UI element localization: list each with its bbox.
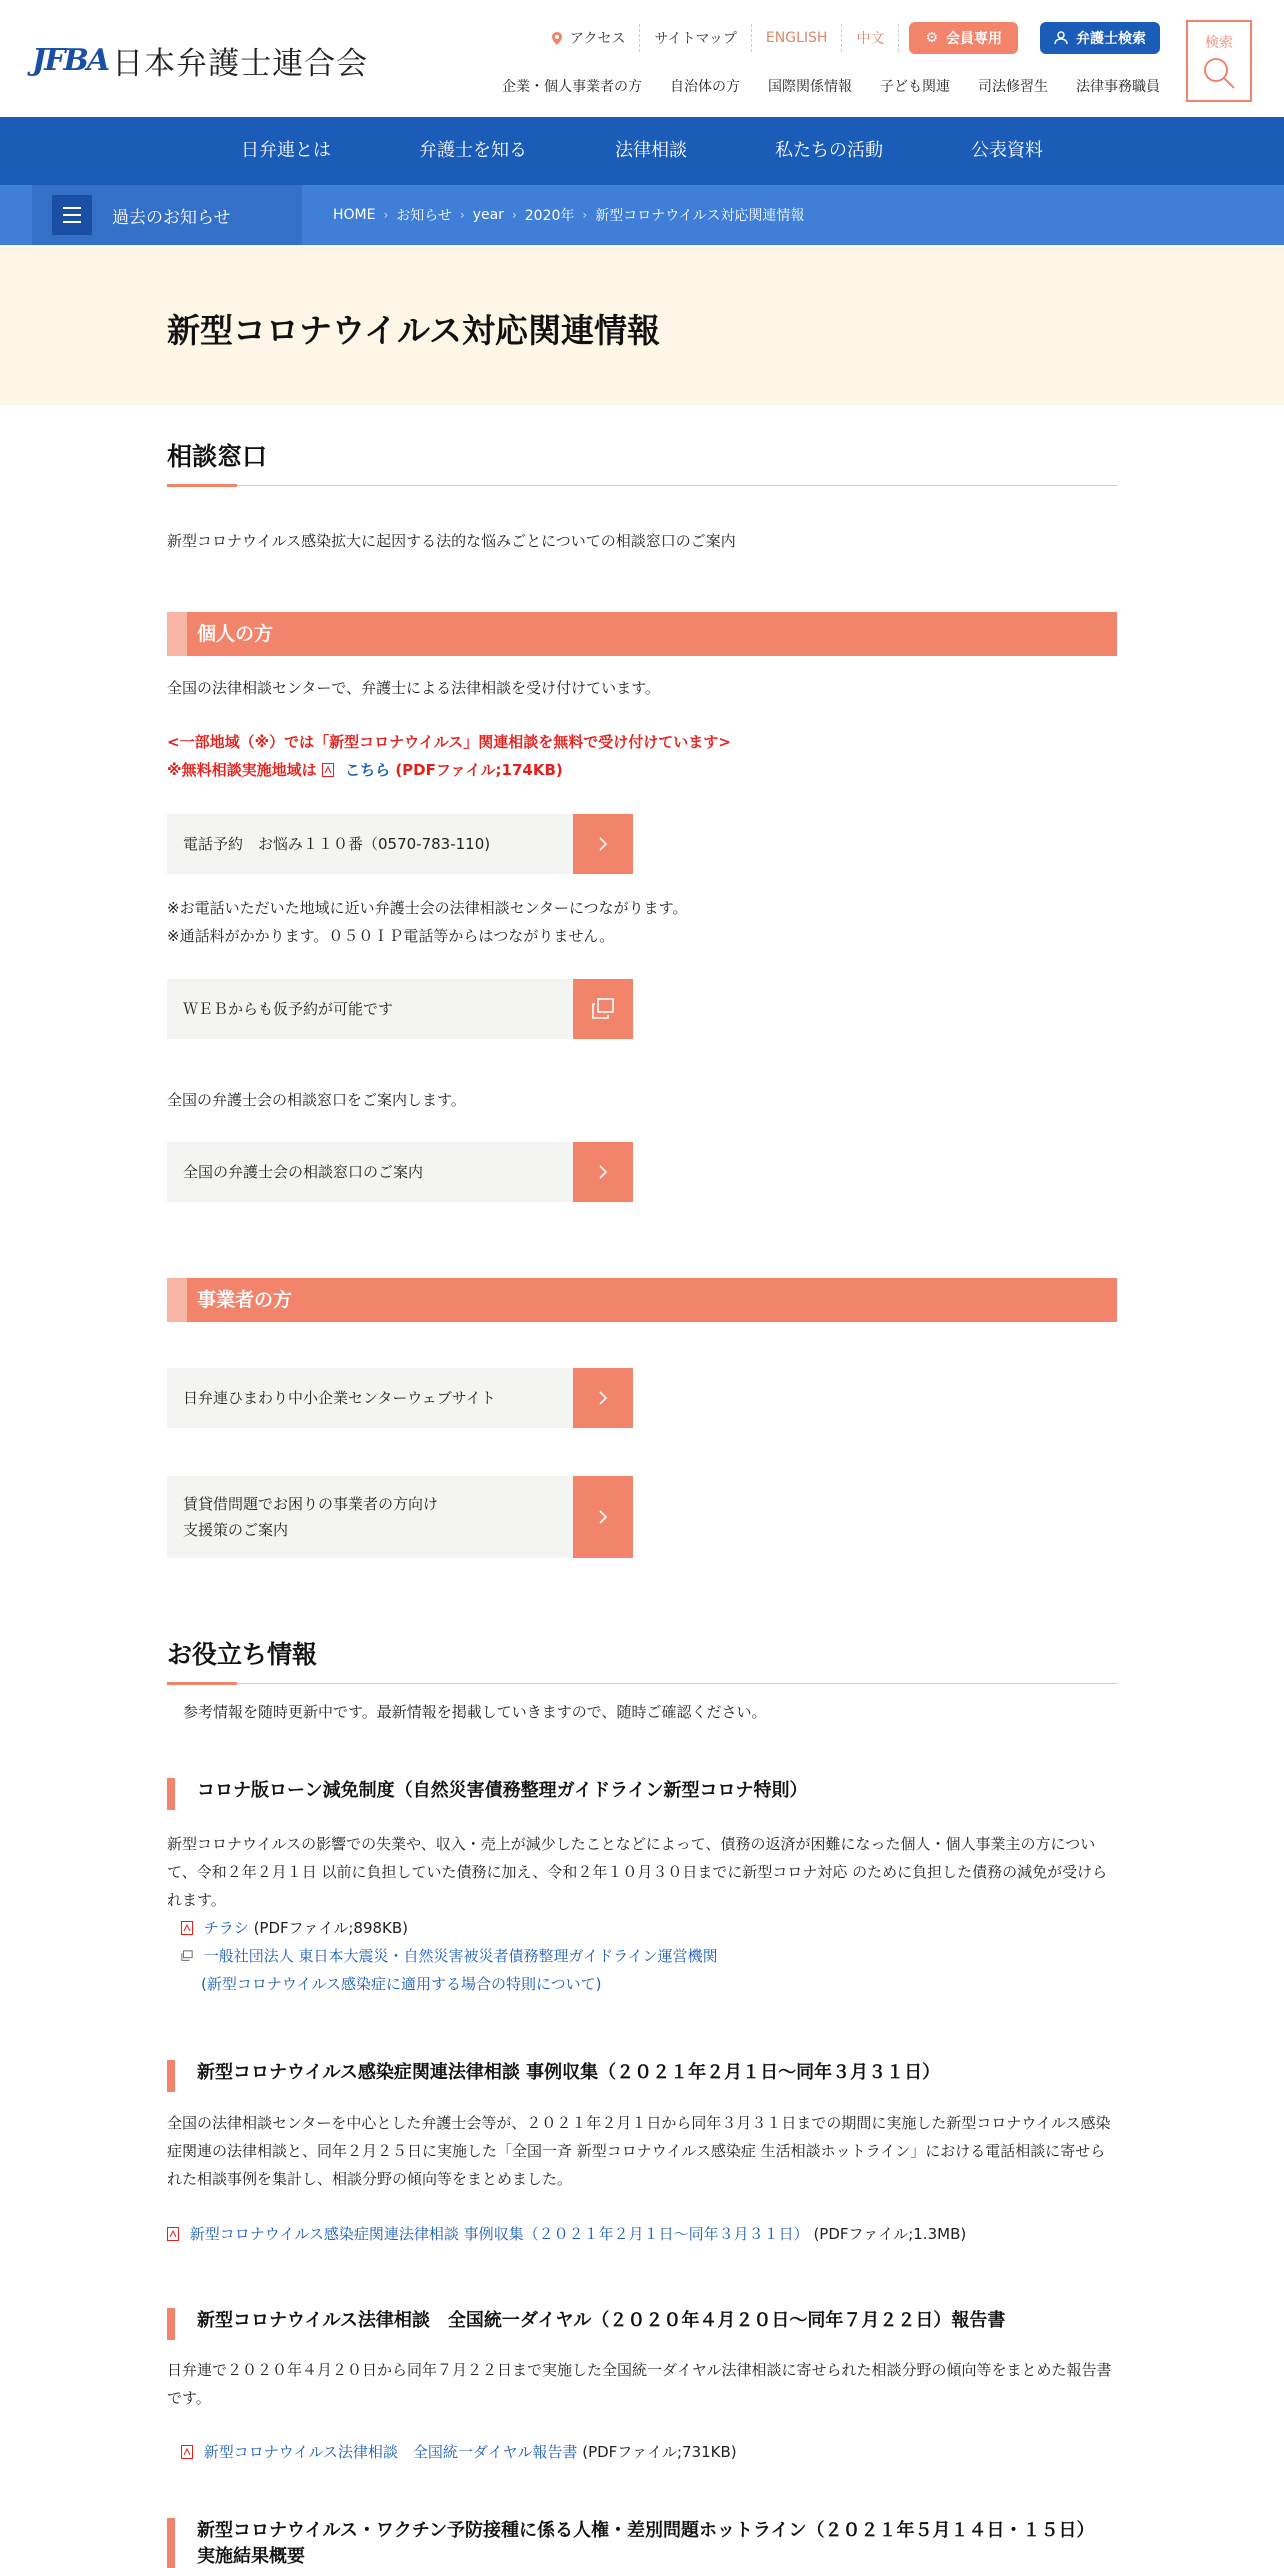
pdf-icon <box>181 2445 193 2459</box>
vaccine-hotline-title-1: 新型コロナウイルス・ワクチン予防接種に係る人権・差別問題ホットライン（２０２１年５月１４日・１５日） <box>197 2520 1095 2541</box>
free-consult-region-link[interactable]: こちら <box>345 761 391 779</box>
sme-center-label: 日弁連ひまわり中小企業センターウェブサイト <box>183 1389 496 1407</box>
past-news-label: 過去のお知らせ <box>112 207 231 228</box>
sme-center-button[interactable] <box>167 1368 633 1428</box>
guideline-link-line <box>181 1942 718 1970</box>
chevron-right-icon <box>573 814 633 874</box>
unified-dial-title: 新型コロナウイルス法律相談 全国統一ダイヤル（２０２０年４月２０日〜同年７月２２日）報告書 <box>197 2310 1006 2331</box>
info-item-title <box>167 2060 1117 2086</box>
utility-nav <box>538 22 1160 54</box>
flyer-link[interactable]: チラシ <box>203 1919 249 1937</box>
chevron-right-icon: › <box>383 208 389 222</box>
person-icon <box>1054 31 1068 45</box>
audience-link-international[interactable]: 国際関係情報 <box>768 79 852 95</box>
logo-text: 日本弁護士連合会 <box>112 46 369 82</box>
free-consult-notice: <一部地域（※）では「新型コロナウイルス」関連相談を無料で受け付けています> <box>167 733 731 751</box>
chevron-right-icon <box>573 1476 633 1558</box>
external-window-icon <box>573 979 633 1039</box>
info-item-title <box>167 2308 1117 2334</box>
sitemap-link[interactable]: サイトマップ <box>654 31 737 47</box>
guideline-link[interactable]: 一般社団法人 東日本大震災・自然災害被災者債務整理ガイドライン運営機関 <box>203 1947 718 1965</box>
gnav-legal-consult[interactable]: 法律相談 <box>615 140 687 161</box>
loan-relief-body: 新型コロナウイルスの影響での失業や、収入・売上が減少したことなどによって、債務の返済が困難になった個人・個人事業主の方について、令和２年２月１日 以前に負担していた債務に加え、令和２年１０月３０日までに新型コロナ対応 のために負担した債務の減免が受けられます。 <box>167 1835 1108 1909</box>
title-bar <box>167 2518 175 2568</box>
pdf-icon <box>181 1921 193 1935</box>
title-bar <box>167 1778 175 1810</box>
free-consult-region-prefix: ※無料相談実施地域は <box>167 761 317 779</box>
search-icon <box>1202 56 1236 90</box>
guideline-link-2[interactable]: (新型コロナウイルス感染症に適用する場合の特則について) <box>201 1975 602 1993</box>
chevron-right-icon <box>573 1368 633 1428</box>
audience-link-municipality[interactable]: 自治体の方 <box>670 79 740 95</box>
chevron-right-icon: › <box>459 208 465 222</box>
info-item-title <box>167 2518 1117 2568</box>
pdf-icon <box>167 2227 179 2241</box>
divider <box>898 24 899 52</box>
member-only-button[interactable] <box>909 22 1018 54</box>
search-label: 検索 <box>1205 35 1233 51</box>
info-intro: 参考情報を随時更新中です。最新情報を掲載していきますので、随時ご確認ください。 <box>183 1703 767 1721</box>
band-tab <box>167 1278 187 1322</box>
case-collection-link-line <box>167 2220 966 2248</box>
info-item-title <box>167 1778 1117 1804</box>
site-logo[interactable] <box>32 38 368 83</box>
member-only-label: 会員専用 <box>946 31 1002 47</box>
audience-link-trainees[interactable]: 司法修習生 <box>978 79 1048 95</box>
pdf-icon <box>322 763 334 777</box>
gnav-publications[interactable]: 公表資料 <box>971 140 1043 161</box>
audience-link-children[interactable]: 子ども関連 <box>880 79 950 95</box>
heading-underline <box>167 484 237 487</box>
phone-note-1: ※お電話いただいた地域に近い弁護士会の法律相談センターにつながります。 <box>167 899 688 917</box>
breadcrumb-year[interactable]: year <box>472 207 504 223</box>
heading-underline <box>167 1682 237 1685</box>
phone-reservation-button[interactable] <box>167 814 633 874</box>
info-heading <box>167 1635 1117 1684</box>
web-reservation-label: ＷＥＢからも仮予約が可能です <box>183 1000 394 1018</box>
sub-bar <box>0 185 1284 245</box>
consult-heading-text: 相談窓口 <box>167 442 268 471</box>
gnav-activities[interactable]: 私たちの活動 <box>775 140 883 161</box>
breadcrumb-2020[interactable]: 2020年 <box>524 208 575 224</box>
access-label: アクセス <box>569 31 626 47</box>
loan-relief-title: コロナ版ローン減免制度（自然災害債務整理ガイドライン新型コロナ特則） <box>197 1780 808 1801</box>
lawyer-search-button[interactable] <box>1040 22 1160 54</box>
individual-band <box>167 612 1117 656</box>
individual-desc: 全国の法律相談センターで、弁護士による法律相談を受け付けています。 <box>167 679 660 697</box>
gear-icon: ⚙ <box>925 30 938 46</box>
case-collection-body: 全国の法律相談センターを中心とした弁護士会等が、２０２１年２月１日から同年３月３１日までの期間に実施した新型コロナウイルス感染症関連の法律相談と、同年２月２５日に実施した「全国一斉 新型コロナウイルス感染症 生活相談ホットライン」における電話相談に寄せられた相談事例を集計し、相談分野の傾向等をまとめました。 <box>167 2114 1111 2188</box>
case-collection-link[interactable]: 新型コロナウイルス感染症関連法律相談 事例収集（２０２１年２月１日〜同年３月３１日） <box>189 2225 809 2243</box>
breadcrumb-current: 新型コロナウイルス対応関連情報 <box>595 208 805 224</box>
web-reservation-button[interactable] <box>167 979 633 1039</box>
unified-dial-link[interactable]: 新型コロナウイルス法律相談 全国統一ダイヤル報告書 <box>203 2443 578 2461</box>
consult-intro: 新型コロナウイルス感染拡大に起因する法的な悩みごとについての相談窓口のご案内 <box>167 532 736 550</box>
logo-mark: JFBA <box>32 43 109 78</box>
bar-association-button[interactable] <box>167 1142 633 1202</box>
band-tab <box>167 612 187 656</box>
chevron-right-icon: › <box>511 208 517 222</box>
chinese-link[interactable]: 中文 <box>856 31 885 47</box>
access-link[interactable] <box>538 28 640 48</box>
free-consult-region-line <box>167 756 1117 784</box>
breadcrumb <box>333 185 804 245</box>
breadcrumb-home[interactable]: HOME <box>333 207 376 223</box>
site-header <box>0 0 1284 117</box>
free-consult-region-suffix: (PDFファイル;174KB) <box>395 761 563 779</box>
lease-support-line2: 支援策のご案内 <box>183 1521 289 1539</box>
page-title-band <box>0 245 1284 405</box>
flyer-link-suffix: (PDFファイル;898KB) <box>253 1919 409 1937</box>
past-news-menu-button[interactable] <box>32 185 302 245</box>
audience-nav <box>474 76 1160 96</box>
info-heading-text: お役立ち情報 <box>167 1640 318 1669</box>
search-button[interactable] <box>1186 20 1252 102</box>
external-window-icon <box>181 1949 193 1963</box>
lease-support-label <box>167 1476 573 1558</box>
phone-note-2: ※通話料がかかります。０５０ＩＰ電話等からはつながりません。 <box>167 927 615 945</box>
page-title: 新型コロナウイルス対応関連情報 <box>167 311 661 350</box>
chevron-right-icon: › <box>582 208 588 222</box>
unified-dial-body: 日弁連で２０２０年４月２０日から同年７月２２日まで実施した全国統一ダイヤル法律相談に寄せられた相談分野の傾向等をまとめた報告書です。 <box>167 2361 1112 2407</box>
lawyer-search-label: 弁護士検索 <box>1076 31 1146 47</box>
title-bar <box>167 2060 175 2092</box>
chevron-right-icon <box>573 1142 633 1202</box>
hamburger-icon <box>52 195 92 235</box>
guideline-link-line2 <box>201 1970 602 1998</box>
bar-association-label: 全国の弁護士会の相談窓口のご案内 <box>183 1163 424 1181</box>
lease-support-button[interactable] <box>167 1476 633 1558</box>
english-link[interactable]: ENGLISH <box>765 30 828 46</box>
case-collection-title: 新型コロナウイルス感染症関連法律相談 事例収集（２０２１年２月１日〜同年３月３１日） <box>197 2062 941 2083</box>
unified-dial-link-line <box>181 2438 737 2466</box>
unified-dial-link-suffix: (PDFファイル;731KB) <box>582 2443 737 2461</box>
global-nav <box>0 117 1284 185</box>
phone-reservation-label: 電話予約 お悩み１１０番（0570-783-110) <box>183 835 491 853</box>
breadcrumb-news[interactable]: お知らせ <box>396 208 452 224</box>
individual-band-label: 個人の方 <box>197 623 274 645</box>
audience-link-staff[interactable]: 法律事務職員 <box>1076 79 1160 95</box>
business-band <box>167 1278 1117 1322</box>
gnav-about[interactable]: 日弁連とは <box>241 140 331 161</box>
bar-desc: 全国の弁護士会の相談窓口をご案内します。 <box>167 1091 466 1109</box>
audience-link-business[interactable]: 企業・個人事業者の方 <box>502 79 642 95</box>
case-collection-link-suffix: (PDFファイル;1.3MB) <box>813 2225 967 2243</box>
map-pin-icon <box>552 32 562 45</box>
title-bar <box>167 2308 175 2340</box>
flyer-link-line <box>181 1914 408 1942</box>
consult-heading <box>167 437 1117 486</box>
lease-support-line1: 賃貸借問題でお困りの事業者の方向け <box>183 1495 439 1513</box>
gnav-lawyers[interactable]: 弁護士を知る <box>419 140 527 161</box>
business-band-label: 事業者の方 <box>197 1289 293 1311</box>
vaccine-hotline-title-2: 実施結果概要 <box>197 2546 305 2567</box>
